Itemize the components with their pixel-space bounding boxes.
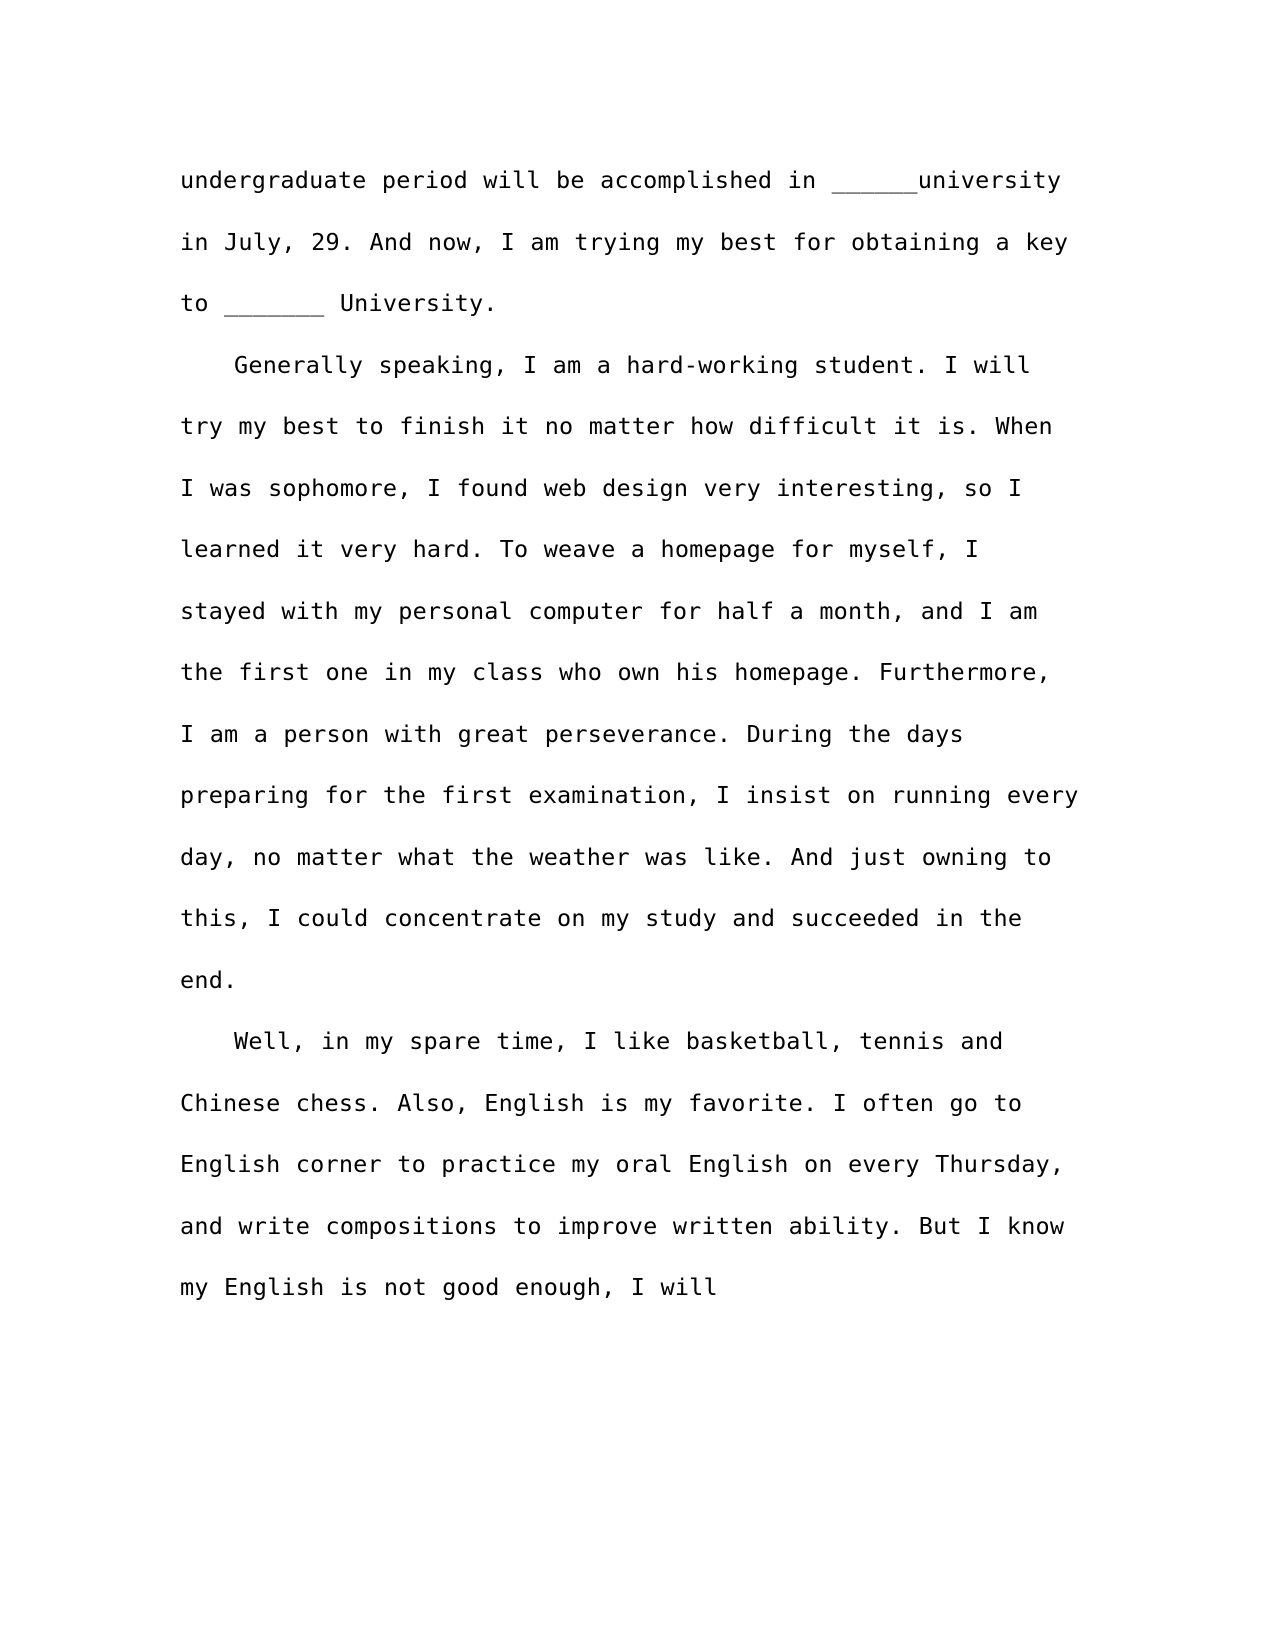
paragraph-continued: undergraduate period will be accomplished in ______university in July, 29. And now, I am trying my best for obtaining a key to _______ University. [180,166,1084,317]
document-body [180,150,1094,1319]
paragraph-spare-time: Well, in my spare time, I like basketball, tennis and Chinese chess. Also, English is my favorite. I often go to English corner to practice my oral English on every Thursday, and write compositions to improve written ability. But I know my English is not good enough, I will [180,1027,1080,1301]
paragraph-general: Generally speaking, I am a hard-working student. I will try my best to finish it no matter how difficult it is. When I was sophomore, I found web design very interesting, so I learned it very hard. To weave a homepage for myself, I stayed with my personal computer for half a month, and I am the first one in my class who own his homepage. Furthermore, I am a person with great perseverance. During the days preparing for the first examination, I insist on running every day, no matter what the weather was like. And just owning to this, I could concentrate on my study and succeeded in the end. [180,350,1094,994]
